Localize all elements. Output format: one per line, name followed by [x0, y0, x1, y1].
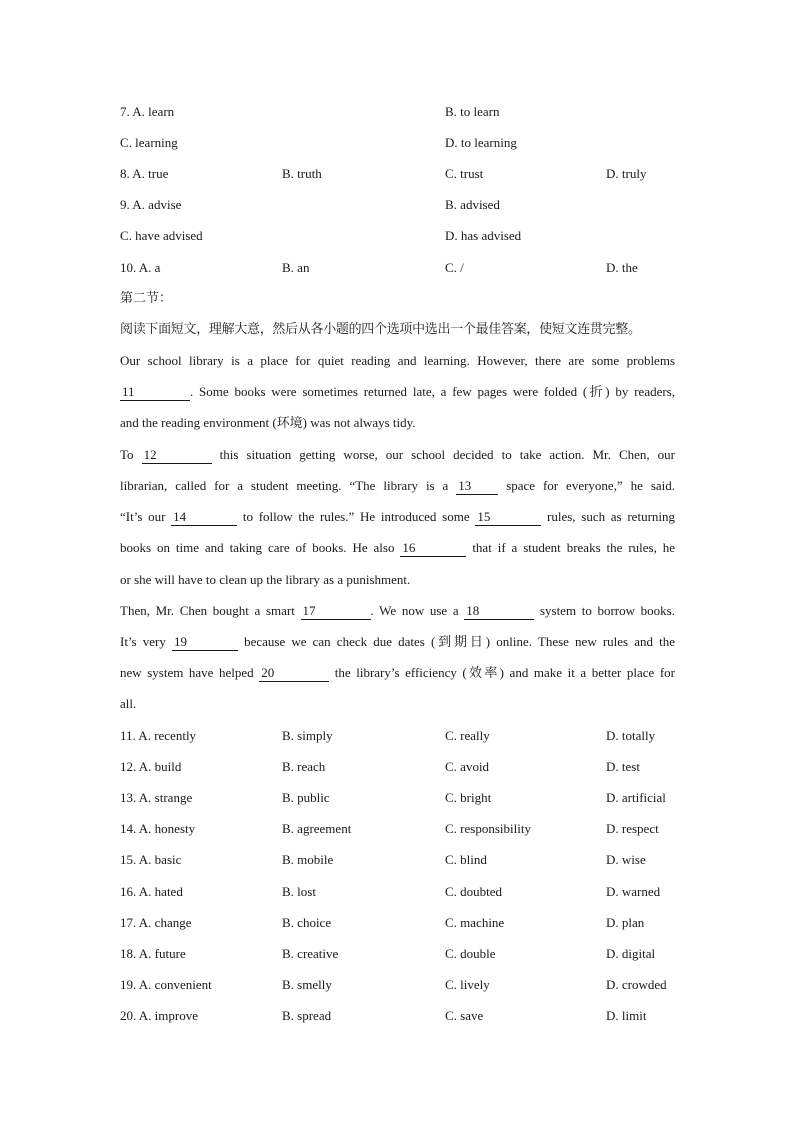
option-d: D. respect — [606, 821, 659, 836]
option-a: 16. A. hated — [120, 884, 183, 899]
option-c: C. bright — [445, 790, 492, 805]
option-c: C. have advised — [120, 228, 203, 243]
option-d: D. artificial — [606, 790, 666, 805]
option-a: 18. A. future — [120, 946, 186, 961]
question-7-row-2 — [120, 133, 675, 153]
question-10-row — [120, 258, 675, 278]
option-d: D. digital — [606, 946, 656, 961]
question-11-row — [120, 726, 675, 746]
question-17-row — [120, 913, 675, 933]
question-19-row — [120, 975, 675, 995]
option-a: 13. A. strange — [120, 790, 193, 805]
option-b: B. to learn — [445, 104, 500, 119]
option-b: B. lost — [282, 884, 316, 899]
option-d: D. to learning — [445, 135, 517, 150]
option-b: B. an — [282, 260, 310, 275]
option-b: B. agreement — [282, 821, 352, 836]
passage-line: books on time and taking care of books. He also 16 that if a student breaks the rules, he — [120, 540, 676, 555]
option-d: D. truly — [606, 166, 647, 181]
option-c: C. avoid — [445, 759, 490, 774]
passage-line: 11 . Some books were sometimes returned late, a few pages were folded (折) by readers, — [122, 384, 675, 399]
option-d: D. test — [606, 759, 640, 774]
option-c: C. doubted — [445, 884, 503, 899]
question-12-row — [120, 757, 675, 777]
option-d: D. wise — [606, 852, 646, 867]
option-a: 10. A. a — [120, 260, 161, 275]
option-a: 14. A. honesty — [120, 821, 196, 836]
option-b: B. public — [282, 790, 330, 805]
option-d: D. the — [606, 260, 638, 275]
blank-16[interactable]: 16 — [400, 540, 466, 557]
option-c: C. double — [445, 946, 496, 961]
option-a: 11. A. recently — [120, 728, 197, 743]
passage-line: new system have helped 20 the library’s efficiency (效率) and make it a better place for — [120, 665, 675, 680]
question-13-row — [120, 788, 675, 808]
option-c: C. trust — [445, 166, 484, 181]
option-b: B. creative — [282, 946, 339, 961]
option-d: D. limit — [606, 1008, 647, 1023]
option-c: C. / — [445, 260, 464, 275]
passage-line: Then, Mr. Chen bought a smart 17 . We now use a 18 system to borrow books. — [120, 603, 675, 618]
passage-line: Our school library is a place for quiet reading and learning. However, there are some problems — [120, 353, 675, 368]
blank-19[interactable]: 19 — [172, 634, 238, 651]
section-heading: 第二节： — [120, 291, 173, 306]
option-b: B. simply — [282, 728, 333, 743]
option-c: C. save — [445, 1008, 484, 1023]
blank-17[interactable]: 17 — [301, 603, 371, 620]
option-a: 8. A. true — [120, 166, 169, 181]
option-a: 15. A. basic — [120, 852, 182, 867]
passage-line: and the reading environment (环境) was not always tidy. — [120, 415, 416, 430]
blank-13[interactable]: 13 — [456, 478, 498, 495]
section-instruction: 阅读下面短文，理解大意，然后从各小题的四个选项中选出一个最佳答案，使短文连贯完整。 — [120, 322, 641, 337]
question-number: 7. A. learn — [120, 104, 175, 119]
blank-18[interactable]: 18 — [464, 603, 534, 620]
option-a: 9. A. advise — [120, 197, 182, 212]
option-d: D. plan — [606, 915, 645, 930]
blank-11[interactable]: 11 — [120, 384, 190, 401]
option-d: D. has advised — [445, 228, 522, 243]
option-a: 20. A. improve — [120, 1008, 198, 1023]
option-c: C. machine — [445, 915, 505, 930]
option-c: C. lively — [445, 977, 490, 992]
option-c: C. responsibility — [445, 821, 531, 836]
blank-12[interactable]: 12 — [142, 447, 212, 464]
question-8-row — [120, 164, 675, 184]
option-d: D. totally — [606, 728, 656, 743]
option-a: 17. A. change — [120, 915, 192, 930]
passage-line: all. — [120, 696, 137, 711]
option-b: B. spread — [282, 1008, 332, 1023]
blank-20[interactable]: 20 — [259, 665, 329, 682]
option-a: 19. A. convenient — [120, 977, 212, 992]
blank-14[interactable]: 14 — [171, 509, 237, 526]
question-15-row — [120, 850, 675, 870]
option-a: 12. A. build — [120, 759, 182, 774]
option-c: C. really — [445, 728, 490, 743]
passage-line: “It’s our 14 to follow the rules.” He introduced some 15 rules, such as returning — [120, 509, 676, 524]
option-b: B. reach — [282, 759, 326, 774]
question-16-row — [120, 882, 675, 902]
question-7-row-1 — [120, 102, 675, 122]
question-9-row-2 — [120, 226, 675, 246]
option-b: B. smelly — [282, 977, 332, 992]
question-9-row-1 — [120, 195, 675, 215]
option-d: D. crowded — [606, 977, 667, 992]
option-c: C. learning — [120, 135, 178, 150]
passage-line: To 12 this situation getting worse, our school decided to take action. Mr. Chen, our — [120, 447, 676, 462]
blank-15[interactable]: 15 — [475, 509, 541, 526]
option-b: B. advised — [445, 197, 500, 212]
option-c: C. blind — [445, 852, 487, 867]
option-b: B. truth — [282, 166, 322, 181]
passage-line: or she will have to clean up the library as a punishment. — [120, 572, 411, 587]
question-20-row — [120, 1006, 675, 1026]
option-d: D. warned — [606, 884, 661, 899]
question-14-row — [120, 819, 675, 839]
option-b: B. choice — [282, 915, 332, 930]
passage-line: librarian, called for a student meeting. “The library is a 13 space for everyone,” he said. — [120, 478, 676, 493]
option-b: B. mobile — [282, 852, 334, 867]
question-18-row — [120, 944, 675, 964]
passage-line: It’s very 19 because we can check due dates (到期日) online. These new rules and the — [120, 634, 675, 649]
